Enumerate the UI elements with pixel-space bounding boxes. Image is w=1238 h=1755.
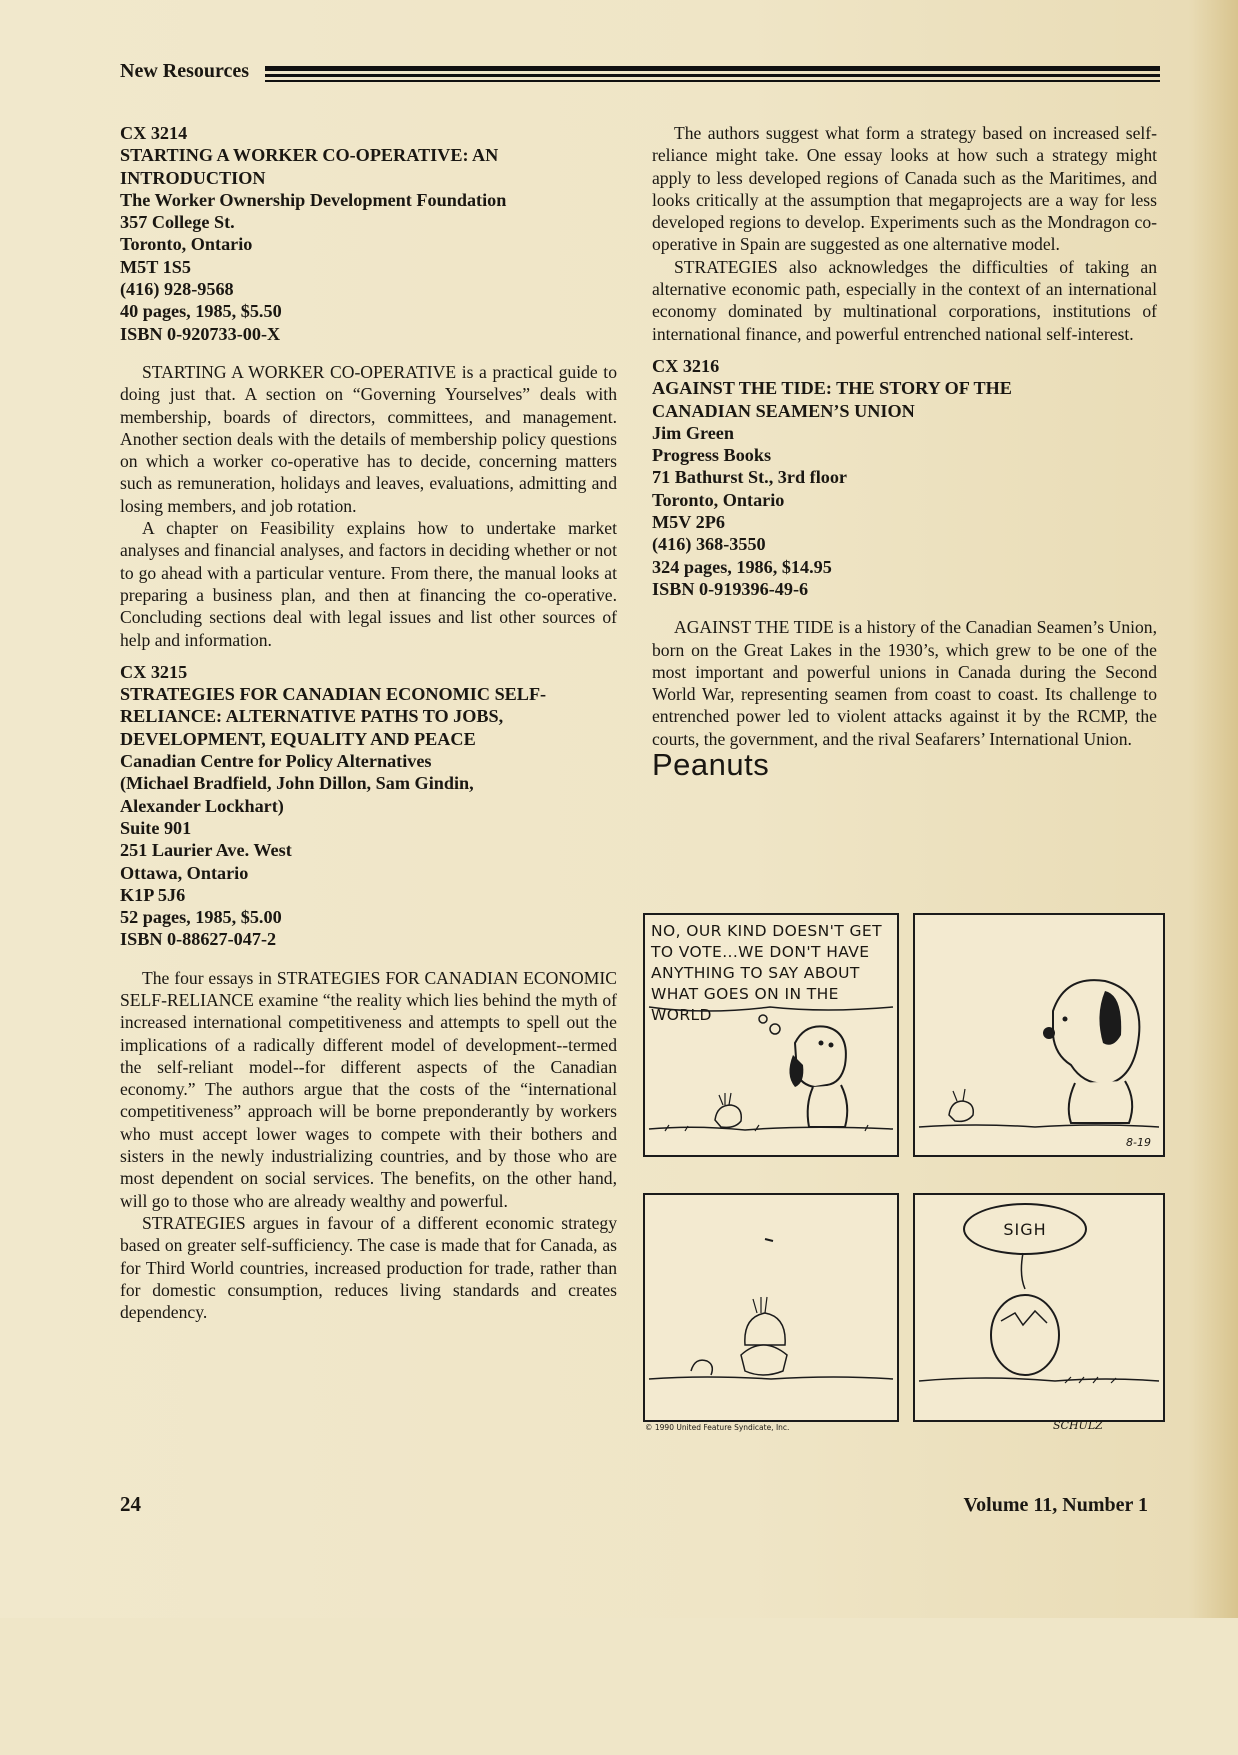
comic-title: Peanuts: [652, 747, 770, 783]
issue-label: Volume 11, Number 1: [963, 1494, 1148, 1516]
entry-info-line: Ottawa, Ontario: [120, 862, 249, 883]
entry-paragraph: STRATEGIES argues in favour of a different economic strategy based on greater self-sufficiency. The case is made that for Canada, as for Third World countries, increased production for trade, rather than for domestic consumption, reduces living standards and creates dependency.: [120, 1212, 617, 1323]
entry-paragraph: STRATEGIES also acknowledges the difficulties of taking an alternative economic path, especially in the context of an international economy dominated by multinational corporations, institutions of international finance, and powerful entrenched national self-interest.: [652, 256, 1157, 344]
entry-info-line: (416) 368-3550: [652, 534, 766, 555]
entry-title-line: DEVELOPMENT, EQUALITY AND PEACE: [120, 728, 476, 749]
entry-info-line: 71 Bathurst St., 3rd floor: [652, 467, 848, 488]
entry-info-line: Progress Books: [652, 445, 772, 466]
entry-info-line: (416) 928-9568: [120, 279, 234, 300]
woodstock-egg-drawing: [645, 1195, 897, 1420]
entry-info-line: The Worker Ownership Development Foundation: [120, 189, 507, 210]
entry-info-line: ISBN 0-919396-49-6: [652, 578, 809, 599]
entry-info-line: 40 pages, 1985, $5.50: [120, 301, 282, 322]
entry-paragraph: The authors suggest what form a strategy based on increased self-reliance might take. One essay looks at how such a strategy might apply to less developed regions of Canada such as the Maritimes, and looks critically at the assumption that megaprojects are a way for less developed regions to develop. Experiments such as the Mondragon co-operative in Spain are suggested as one alternative model.: [652, 123, 1157, 255]
comic-panel-2: [913, 913, 1165, 1157]
entry-title-line: STRATEGIES FOR CANADIAN ECONOMIC SELF-: [120, 684, 547, 705]
comic-copyright: © 1990 United Feature Syndicate, Inc.: [645, 1423, 790, 1432]
comic-panel-1: [643, 913, 899, 1157]
header-rule: [265, 66, 1160, 85]
page-header: [120, 58, 1160, 86]
entry-info-line: Toronto, Ontario: [652, 489, 785, 510]
entry-cx3214-head: [120, 122, 617, 345]
entry-info-line: Alexander Lockhart): [120, 795, 284, 816]
entry-info-line: M5T 1S5: [120, 256, 191, 277]
entry-title-line: AGAINST THE TIDE: THE STORY OF THE: [652, 378, 1012, 399]
entry-info-line: (Michael Bradfield, John Dillon, Sam Gindin,: [120, 773, 474, 794]
page-number: 24: [120, 1492, 141, 1516]
entry-info-line: Suite 901: [120, 817, 192, 838]
entry-code: CX 3215: [120, 661, 188, 682]
comic-signature: SCHULZ: [1053, 1419, 1103, 1432]
snoopy-woodstock-drawing: [645, 915, 897, 1155]
entry-cx3215-head: [120, 661, 617, 951]
entry-code: CX 3214: [120, 123, 188, 143]
sigh-text: SIGH: [1003, 1219, 1047, 1239]
thought-balloon-text: NO, OUR KIND DOESN'T GET TO VOTE...WE DON'T HAVE ANYTHING TO SAY ABOUT WHAT GOES ON IN THE WORLD: [651, 922, 882, 1024]
snoopy-woodstock-drawing: [915, 915, 1163, 1155]
entry-info-line: K1P 5J6: [120, 884, 186, 905]
entry-info-line: M5V 2P6: [652, 512, 725, 533]
entry-title-line: RELIANCE: ALTERNATIVE PATHS TO JOBS,: [120, 706, 504, 727]
entry-info-line: 251 Laurier Ave. West: [120, 840, 292, 861]
entry-paragraph: STARTING A WORKER CO-OPERATIVE is a practical guide to doing just that. A section on “Governing Yourselves” deals with membership, boards of directors, committees, and management. Another section deals with the details of membership policy questions on which a worker co-operative has to decide, concerning matters such as remuneration, holidays and leaves, evaluations, admitting and losing members, and job rotation.: [120, 361, 617, 516]
entry-cx3216-head: [652, 355, 1157, 600]
entry-info-line: Toronto, Ontario: [120, 234, 253, 255]
entry-info-line: 324 pages, 1986, $14.95: [652, 556, 832, 577]
strip-date: 8-19: [1126, 1136, 1151, 1149]
entry-code: CX 3216: [652, 355, 720, 376]
entry-title-line: CANADIAN SEAMEN’S UNION: [652, 400, 915, 421]
left-column: [120, 122, 617, 1323]
peanuts-comic-strip: [643, 913, 1163, 1755]
comic-panel-3: [643, 1193, 899, 1422]
entry-title-line: INTRODUCTION: [120, 167, 266, 188]
egg-drawing: [915, 1195, 1163, 1420]
entry-info-line: 357 College St.: [120, 212, 235, 233]
entry-title-line: STARTING A WORKER CO-OPERATIVE: AN: [120, 145, 499, 166]
entry-info-line: ISBN 0-88627-047-2: [120, 929, 277, 950]
entry-info-line: 52 pages, 1985, $5.00: [120, 907, 282, 928]
entry-paragraph: AGAINST THE TIDE is a history of the Canadian Seamen’s Union, born on the Great Lakes in the 1930’s, which grew to be one of the most important and powerful unions in Canada during the Second World War, representing seamen from coast to coast. Its challenge to entrenched power led to violent attacks against it by the RCMP, the courts, the government, and the rival Seafarers’ International Union.: [652, 617, 1157, 749]
right-column: [652, 122, 1157, 783]
entry-paragraph: A chapter on Feasibility explains how to undertake market analyses and financial analyses, and factors in deciding whether or not to go ahead with a particular venture. From there, the manual looks at preparing a business plan, and then at financing the co-operative. Concluding sections deal with legal issues and list other sources of help and information.: [120, 518, 617, 650]
comic-panel-4: [913, 1193, 1165, 1422]
entry-info-line: ISBN 0-920733-00-X: [120, 323, 281, 344]
section-label: New Resources: [120, 60, 250, 82]
entry-info-line: Jim Green: [652, 422, 734, 443]
entry-paragraph: The four essays in STRATEGIES FOR CANADIAN ECONOMIC SELF-RELIANCE examine “the reality which lies behind the myth of increased international competitiveness and attempts to spell out the implications of a radically different model of development--termed the self-reliant model--for different aspects of the Canadian economy.” The authors argue that the costs of the “international competitiveness” approach will be borne preponderantly by workers who must accept lower wages to compete with their bothers and sisters in the newly industrializing countries, and by those who are most dependent on social services. The benefits, on the other hand, will go to those who are already wealthy and powerful.: [120, 967, 617, 1211]
entry-info-line: Canadian Centre for Policy Alternatives: [120, 751, 432, 772]
